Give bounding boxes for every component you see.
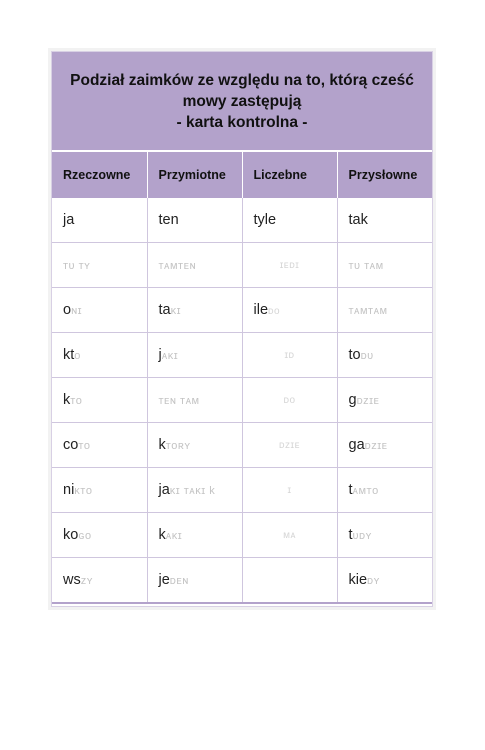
cell-faded-text: ᴛᴇɴ ᴛᴀᴍ <box>158 395 200 407</box>
column-header-liczebne: Liczebne <box>242 152 337 199</box>
table-cell <box>337 288 432 333</box>
table-cell <box>147 198 242 243</box>
cell-faded-text: ɪᴅ <box>284 349 295 361</box>
cell-faded-text: ᴛᴏ <box>78 440 91 452</box>
table-cell <box>147 423 242 468</box>
table-cell <box>242 468 337 513</box>
cell-text: t <box>348 482 353 498</box>
table-cell <box>242 333 337 378</box>
table-cell <box>337 468 432 513</box>
cell-text: tak <box>348 212 368 228</box>
cell-faded-text: ɴɪ <box>71 305 83 317</box>
cell-faded-text: ᴅᴏ <box>283 394 296 406</box>
cell-text: o <box>63 302 72 318</box>
cell-faded-text: ᴋɪ ᴛᴀᴋɪ k <box>169 485 216 497</box>
table-cell <box>147 243 242 288</box>
table-row <box>52 198 432 243</box>
cell-faded-text: ɢᴏ <box>78 530 92 542</box>
cell-text: tyle <box>253 212 277 228</box>
cell-faded-text: ᴛᴏʀʏ <box>165 440 191 452</box>
cell-text: ten <box>158 212 179 228</box>
cell-text: co <box>63 437 79 453</box>
table-cell <box>147 513 242 558</box>
cell-text: to <box>348 347 361 363</box>
table-cell <box>52 243 147 288</box>
cell-text: ile <box>253 302 269 318</box>
cell-text: ws <box>63 572 81 588</box>
table-cell <box>147 288 242 333</box>
cell-faded-text: ɪᴇᴅɪ <box>279 259 300 271</box>
cell-text: j <box>158 347 162 363</box>
worksheet-sheet <box>51 51 433 607</box>
table-cell <box>242 513 337 558</box>
table-row <box>52 558 432 604</box>
table-cell <box>147 333 242 378</box>
table-row <box>52 378 432 423</box>
cell-text: k <box>158 437 166 453</box>
cell-faded-text: ᴛᴀᴍᴛᴀᴍ <box>348 305 388 317</box>
cell-faded-text: ᴋɪ <box>170 305 182 317</box>
cell-faded-text: ᴅᴢɪᴇ <box>356 395 380 407</box>
table-cell <box>242 378 337 423</box>
table-cell <box>52 378 147 423</box>
table-cell <box>337 243 432 288</box>
table-cell <box>147 558 242 604</box>
table-cell <box>242 243 337 288</box>
title-line-3: - karta kontrolna - <box>176 113 308 131</box>
cell-text: k <box>63 392 71 408</box>
cell-text: je <box>158 572 170 588</box>
cell-faded-text: ᴅᴜ <box>360 350 374 362</box>
column-header-przymiotne: Przymiotne <box>147 152 242 199</box>
cell-faded-text: ᴅᴇɴ <box>169 575 189 587</box>
cell-text: k <box>158 527 166 543</box>
cell-faded-text: ᴢʏ <box>80 575 93 587</box>
table-cell <box>52 288 147 333</box>
cell-text: ko <box>63 527 79 543</box>
table-row <box>52 243 432 288</box>
cell-faded-text: ᴛᴜ ᴛᴀᴍ <box>348 260 384 272</box>
cell-text: kt <box>63 347 75 363</box>
cell-faded-text: ᴀᴋɪ <box>161 350 179 362</box>
cell-faded-text: ᴛᴜ ᴛʏ <box>63 260 91 272</box>
cell-faded-text: ᴅʏ <box>367 575 380 587</box>
table-cell <box>337 558 432 604</box>
cell-faded-text: ᴀᴋɪ <box>165 530 183 542</box>
cell-text: ja <box>158 482 170 498</box>
cell-text: t <box>348 527 353 543</box>
cell-faded-text: ᴅᴏ <box>268 306 281 317</box>
table-cell <box>242 198 337 243</box>
title-line-2: mowy zastępują <box>182 92 302 110</box>
table-cell <box>52 468 147 513</box>
worksheet-title <box>52 52 432 151</box>
table-header-row <box>52 152 432 199</box>
table-cell <box>52 558 147 604</box>
cell-faded-text: ᴜᴅʏ <box>352 530 372 542</box>
cell-faded-text: ɪ <box>287 484 292 496</box>
table-cell <box>337 198 432 243</box>
table-row <box>52 288 432 333</box>
cell-faded-text: ᴅᴢɪᴇ <box>279 439 300 451</box>
table-cell <box>337 378 432 423</box>
table-cell <box>52 198 147 243</box>
table-cell <box>337 423 432 468</box>
cell-faded-text: ᴀᴍᴛᴏ <box>352 485 379 497</box>
table-cell <box>52 513 147 558</box>
cell-text: g <box>348 392 357 408</box>
cell-faded-text: ᴍᴀ <box>283 529 296 541</box>
table-cell <box>242 288 337 333</box>
cell-faded-text: ᴛᴏ <box>70 395 83 407</box>
cell-text: kie <box>348 572 368 588</box>
table-cell <box>242 558 337 604</box>
cell-text: ja <box>63 212 75 228</box>
table-cell <box>337 513 432 558</box>
table-row <box>52 423 432 468</box>
cell-faded-text: ᴋᴛᴏ <box>74 485 93 497</box>
cell-faded-text: ᴛᴀᴍᴛᴇɴ <box>158 260 197 272</box>
cell-text: ga <box>348 437 365 453</box>
table-cell <box>147 468 242 513</box>
table-body <box>52 198 432 603</box>
table-row <box>52 513 432 558</box>
table-row <box>52 333 432 378</box>
cell-text: ni <box>63 482 75 498</box>
pronoun-table <box>52 151 432 604</box>
worksheet-card <box>48 48 436 610</box>
table-cell <box>337 333 432 378</box>
table-row <box>52 468 432 513</box>
cell-text: ta <box>158 302 171 318</box>
cell-faded-text: ᴏ <box>74 350 81 362</box>
table-cell <box>52 333 147 378</box>
table-cell <box>147 378 242 423</box>
column-header-rzeczowne: Rzeczowne <box>52 152 147 199</box>
cell-faded-text: ᴅᴢɪᴇ <box>364 440 388 452</box>
column-header-przyslowne: Przysłowne <box>337 152 432 199</box>
title-line-1: Podział zaimków ze względu na to, którą cześć <box>70 71 414 89</box>
table-cell <box>52 423 147 468</box>
table-cell <box>242 423 337 468</box>
